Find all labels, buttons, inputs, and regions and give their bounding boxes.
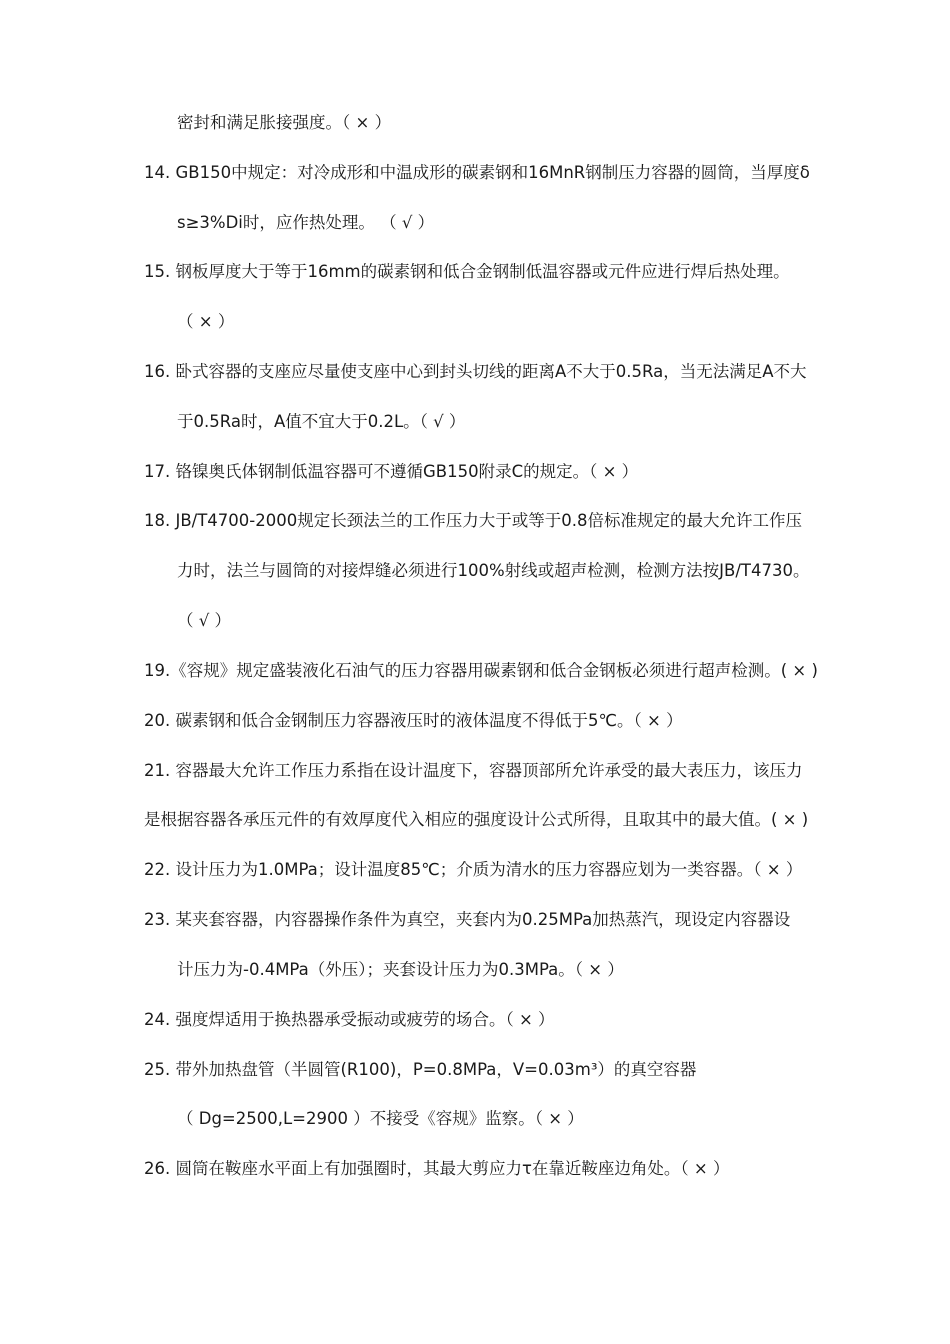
item-23: 23. 某夹套容器，内容器操作条件为真空，夹套内为0.25MPa加热蒸汽，现设定内容器设	[144, 910, 791, 929]
item-16: 16. 卧式容器的支座应尽量使支座中心到封头切线的距离A不大于0.5Ra，当无法满足A不大	[144, 362, 807, 381]
item-24: 24. 强度焊适用于换热器承受振动或疲劳的场合。（ × ）	[144, 1010, 555, 1029]
item-17: 17. 铬镍奥氏体钢制低温容器可不遵循GB150附录C的规定。（ × ）	[144, 462, 639, 481]
item-18-cont-1: 力时，法兰与圆筒的对接焊缝必须进行100%射线或超声检测，检测方法按JB/T4730。	[177, 561, 810, 580]
item-23-cont: 计压力为-0.4MPa（外压）；夹套设计压力为0.3MPa。（ × ）	[177, 960, 624, 979]
item-22: 22. 设计压力为1.0MPa；设计温度85℃；介质为清水的压力容器应划为一类容器。（ × ）	[144, 860, 803, 879]
item-19: 19.《容规》规定盛装液化石油气的压力容器用碳素钢和低合金钢板必须进行超声检测。( × )	[144, 661, 818, 680]
item-16-cont: 于0.5Ra时，A值不宜大于0.2L。（ √ ）	[177, 412, 466, 431]
item-18: 18. JB/T4700-2000规定长颈法兰的工作压力大于或等于0.8倍标准规定的最大允许工作压	[144, 511, 802, 530]
item-21: 21. 容器最大允许工作压力系指在设计温度下，容器顶部所允许承受的最大表压力，该压力	[144, 761, 803, 780]
item-20: 20. 碳素钢和低合金钢制压力容器液压时的液体温度不得低于5℃。（ × ）	[144, 711, 683, 730]
item-15: 15. 钢板厚度大于等于16mm的碳素钢和低合金钢制低温容器或元件应进行焊后热处理。	[144, 262, 790, 281]
item-26: 26. 圆筒在鞍座水平面上有加强圈时，其最大剪应力τ在靠近鞍座边角处。（ × ）	[144, 1159, 730, 1178]
item-14: 14. GB150中规定：对冷成形和中温成形的碳素钢和16MnR钢制压力容器的圆筒，当厚度δ	[144, 163, 810, 182]
item-15-cont: （ × ）	[177, 312, 235, 331]
line-13-cont: 密封和满足胀接强度。（ × ）	[177, 113, 392, 132]
item-14-cont: s≥3%Di时，应作热处理。 （ √ ）	[177, 213, 435, 232]
item-25: 25. 带外加热盘管（半圆管(R100)，P=0.8MPa，V=0.03m³）的真空容器	[144, 1060, 697, 1079]
item-21-cont: 是根据容器各承压元件的有效厚度代入相应的强度设计公式所得，且取其中的最大值。( × )	[144, 810, 809, 829]
item-18-cont-2: （ √ ）	[177, 611, 232, 630]
item-25-cont: （ Dg=2500,L=2900 ）不接受《容规》监察。（ × ）	[177, 1109, 584, 1128]
